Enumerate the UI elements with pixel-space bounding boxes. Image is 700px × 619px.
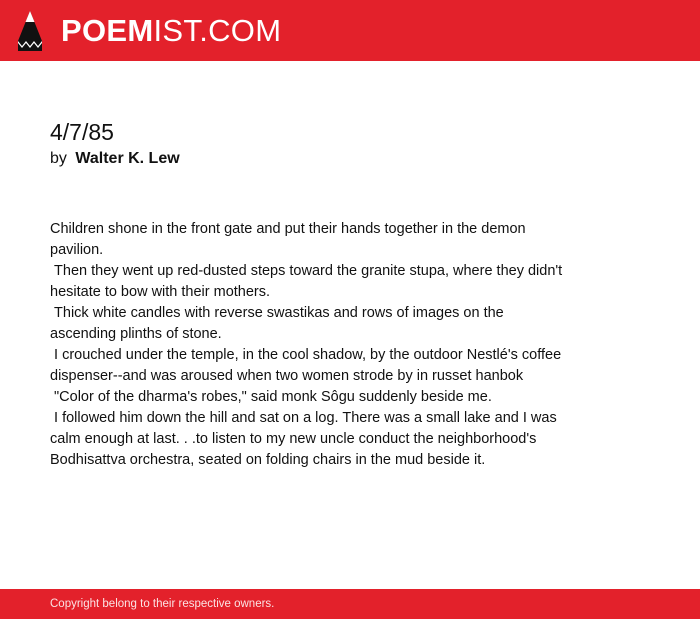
site-logo-text (61, 10, 281, 52)
logo-text-bold: POEM (61, 13, 154, 48)
poem-body (50, 219, 570, 471)
site-footer (0, 589, 700, 619)
poem-line: Then they went up red-dusted steps toward the granite stupa, where they didn't hesitate to bow with their mothers. (50, 263, 567, 300)
poem-title: 4/7/85 (50, 119, 114, 145)
poem-line: Thick white candles with reverse swastikas and rows of images on the ascending plinths of stone. (50, 305, 508, 342)
site-header (0, 0, 700, 61)
pencil-icon (17, 10, 43, 52)
poem-line: Children shone in the front gate and put their hands together in the demon pavilion. (50, 221, 530, 258)
copyright-text: Copyright belong to their respective owners. (50, 598, 275, 610)
poem-line: "Color of the dharma's robes," said monk Sôgu suddenly beside me. (50, 389, 492, 405)
poem-line: I followed him down the hill and sat on a log. There was a small lake and I was calm enough at last. . .to listen to my new uncle conduct the neighborhood's Bodhisattva orchestra, seated on folding chairs in the mud beside it. (50, 410, 561, 468)
author-name[interactable]: Walter K. Lew (75, 150, 180, 167)
poem-line: I crouched under the temple, in the cool shadow, by the outdoor Nestlé's coffee dispenser--and was aroused when two women strode by in russet hanbok (50, 347, 566, 384)
logo-text-thin: IST.COM (153, 13, 282, 48)
byline (50, 149, 180, 169)
by-label: by (50, 150, 67, 167)
site-logo-link[interactable] (17, 10, 281, 52)
